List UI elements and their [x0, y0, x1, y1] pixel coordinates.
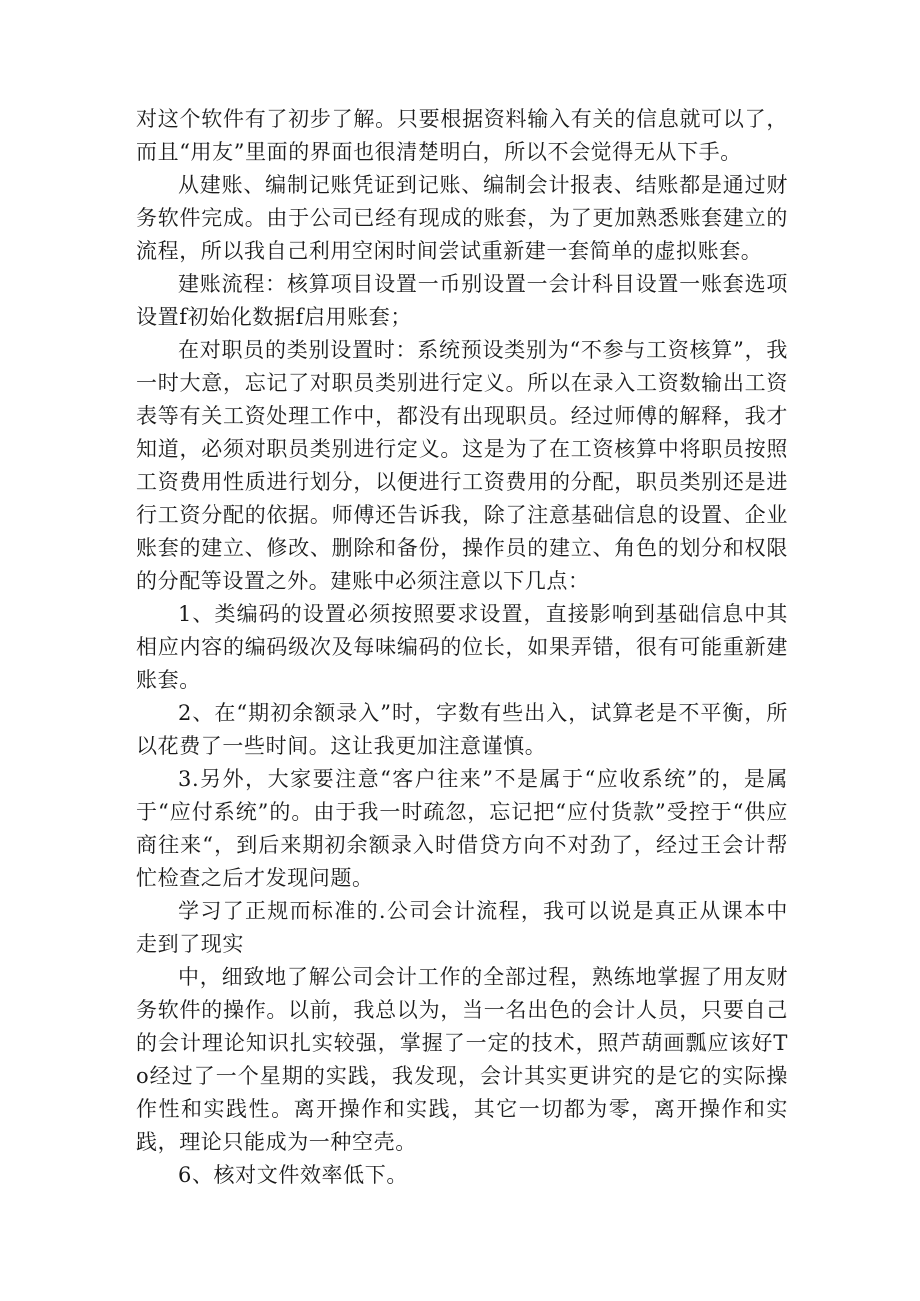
- paragraph-10: 6、核对文件效率低下。: [178, 1163, 408, 1187]
- paragraph-5: 1、类编码的设置必须按照要求设置，直接影响到基础信息中其相应内容的编码级次及每味编码的位长，如果弄错，很有可能重新建账套。: [136, 602, 788, 692]
- paragraph-7: 3.另外，大家要注意“客户往来”不是属于“应收系统”的，是属于“应付系统”的。由于我一时疏忽，忘记把“应付货款”受控于“供应商往来“，到后来期初余额录入时借贷方向不对劲了，经过王会计帮忙检查之后才发现问题。: [136, 767, 788, 890]
- paragraph-8: 学习了正规而标准的.公司会计流程，我可以说是真正从课本中走到了现实: [136, 899, 788, 956]
- paragraph-2: 从建账、编制记账凭证到记账、编制会计报表、结账都是通过财务软件完成。由于公司已经有现成的账套，为了更加熟悉账套建立的流程，所以我自己利用空闲时间尝试重新建一套简单的虚拟账套。: [136, 173, 788, 263]
- paragraph-9: 中，细致地了解公司会计工作的全部过程，熟练地掌握了用友财务软件的操作。以前，我总以为，当一名出色的会计人员，只要自己的会计理论知识扎实较强，掌握了一定的技术，照芦葫画瓢应该好To经过了一个星期的实践，我发现，会计其实更讲究的是它的实际操作性和实践性。离开操作和实践，其它一切都为零，离开操作和实践，理论只能成为一种空壳。: [136, 965, 788, 1154]
- paragraph-1: 对这个软件有了初步了解。只要根据资料输入有关的信息就可以了，而且“用友”里面的界面也很清楚明白，所以不会觉得无从下手。: [136, 107, 788, 164]
- paragraph-3: 建账流程：核算项目设置一币别设置一会计科目设置一账套选项设置f初始化数据f启用账套；: [136, 272, 788, 329]
- paragraph-6: 2、在“期初余额录入”时，字数有些出入，试算老是不平衡，所以花费了一些时间。这让我更加注意谨慎。: [136, 701, 788, 758]
- document-body: [136, 103, 788, 1192]
- paragraph-4: 在对职员的类别设置时：系统预设类别为“不参与工资核算”，我一时大意，忘记了对职员类别进行定义。所以在录入工资数输出工资表等有关工资处理工作中，都没有出现职员。经过师傅的解释，我才知道，必须对职员类别进行定义。这是为了在工资核算中将职员按照工资费用性质进行划分，以便进行工资费用的分配，职员类别还是进行工资分配的依据。师傅还告诉我，除了注意基础信息的设置、企业账套的建立、修改、删除和备份，操作员的建立、角色的划分和权限的分配等设置之外。建账中必须注意以下几点：: [136, 338, 788, 593]
